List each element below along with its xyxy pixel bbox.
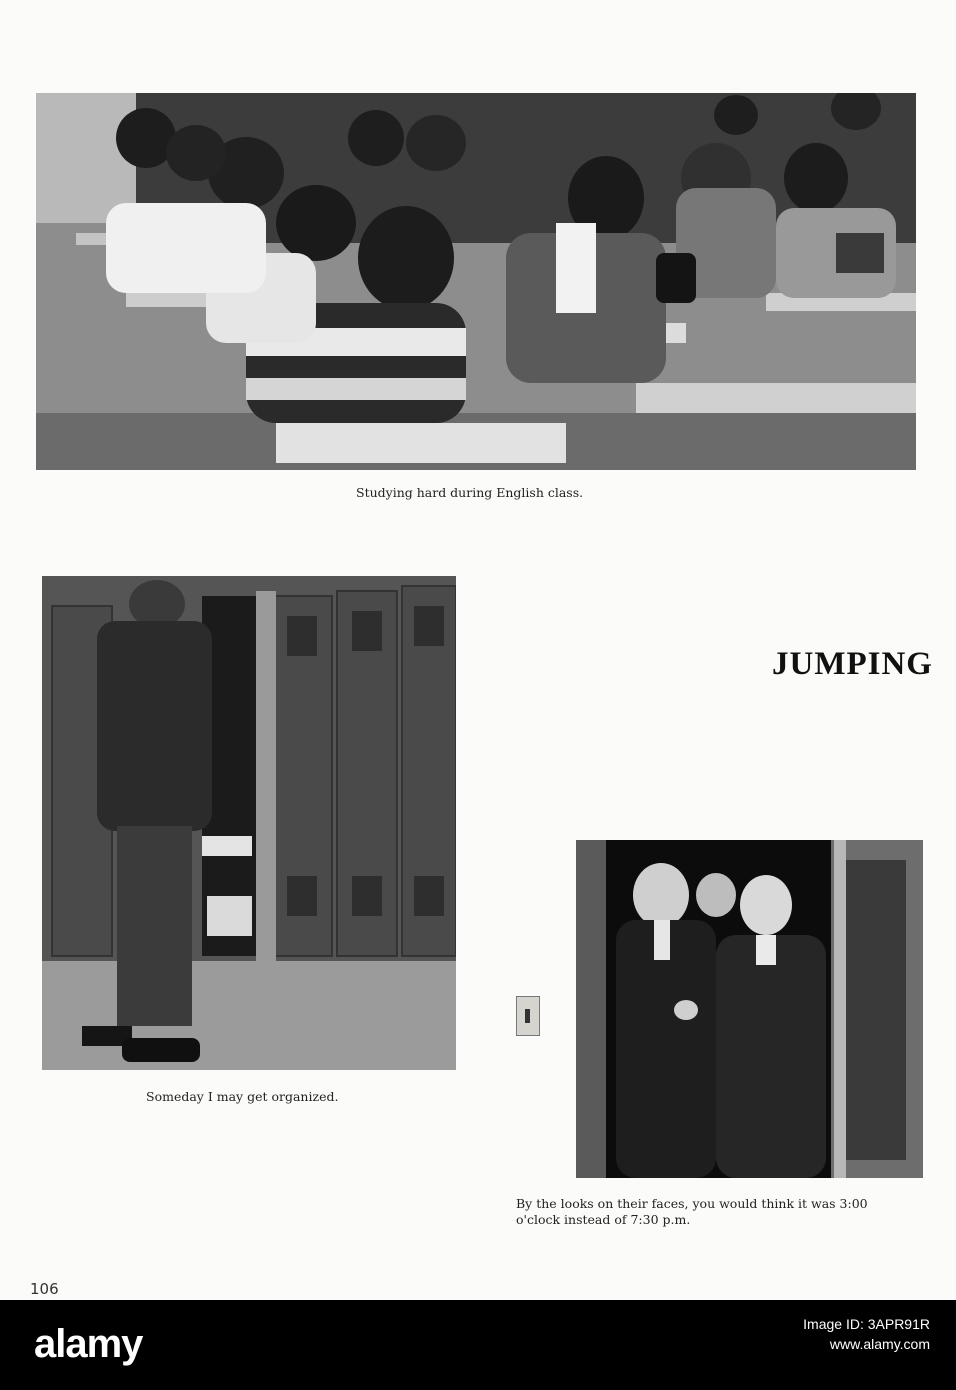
doorway-photo-caption-line-1: By the looks on their faces, you would think it was 3:00 xyxy=(516,1196,868,1211)
doorway-photo xyxy=(576,840,923,1178)
stock-url: www.alamy.com xyxy=(829,1336,930,1352)
image-id xyxy=(803,1314,930,1354)
doorway-photo-caption-line-2: o'clock instead of 7:30 p.m. xyxy=(516,1212,691,1227)
image-id-label: Image ID: 3APR91R xyxy=(803,1316,930,1332)
stock-footer xyxy=(0,1300,956,1390)
locker-photo xyxy=(42,576,456,1070)
alamy-logo: alamy xyxy=(34,1322,143,1366)
locker-photo-caption: Someday I may get organized. xyxy=(146,1089,339,1104)
light-switch-plate xyxy=(516,996,540,1036)
page-number: 106 xyxy=(30,1280,59,1298)
classroom-photo xyxy=(36,93,916,470)
classroom-photo-caption: Studying hard during English class. xyxy=(356,485,584,500)
section-heading: JUMPING xyxy=(772,646,933,682)
